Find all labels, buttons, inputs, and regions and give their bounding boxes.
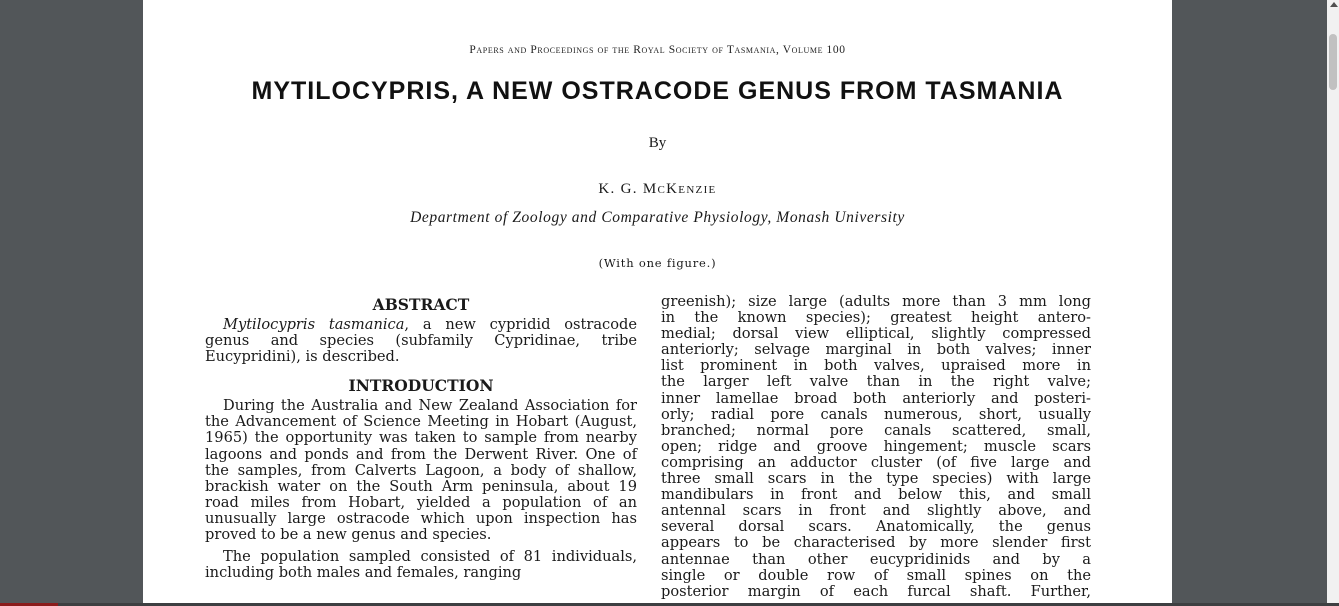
text-line: open; ridge and groove hingement; muscle scars [661, 437, 1091, 455]
intro-paragraph-1: During the Australia and New Zealand Association for the Advancement of Science Meeting in Hobart (August, 1965) the opportunity was taken to sample from nearby lagoons and ponds and from the Derwent River. One of the samples, from Calverts Lagoon, a body of shallow, brackish water on the South Arm peninsula, about 19 road miles from Hobart, yielded a population of an unusually large ostracode which upon inspection has proved to be a new genus and species. [205, 397, 637, 544]
text-line: single or double row of small spines on the [661, 566, 1091, 584]
text-line: list prominent in both valves, upraised more in [661, 357, 1091, 375]
right-column [661, 294, 1091, 600]
text-line: comprising an adductor cluster (of five large and [661, 453, 1091, 471]
vertical-scrollbar[interactable] [1327, 0, 1339, 606]
text-line: orly; radial pore canals numerous, short, usually [661, 405, 1091, 423]
text-line: antennal scars in front and slightly above, and [661, 502, 1091, 520]
journal-header: Papers and Proceedings of the Royal Society of Tasmania, Volume 100 [469, 44, 846, 56]
text-line: inner lamellae broad both anteriorly and posteri- [661, 389, 1091, 407]
figure-note: (With one figure.) [598, 256, 717, 270]
scrollbar-thumb[interactable] [1329, 34, 1337, 90]
scroll-up-arrow-icon[interactable] [1330, 2, 1338, 7]
left-column [205, 294, 637, 581]
author-name: K. G. McKenzie [598, 181, 717, 197]
text-line: anteriorly; selvage marginal in both valves; inner [661, 341, 1091, 359]
text-line: appears to be characterised by more slender first [661, 534, 1091, 552]
paper-title: MYTILOCYPRIS, A NEW OSTRACODE GENUS FROM TASMANIA [251, 77, 1064, 105]
byline-by: By [648, 135, 667, 151]
text-line: several dorsal scars. Anatomically, the genus [661, 518, 1091, 536]
text-line: branched; normal pore canals scattered, small, [661, 421, 1091, 439]
intro-paragraph-2: The population sampled consisted of 81 individuals, including both males and females, ranging [205, 548, 637, 582]
text-line: three small scars in the type species) with large [661, 470, 1091, 488]
text-line: posterior margin of each furcal shaft. Further, [661, 582, 1091, 600]
abstract-paragraph [205, 317, 637, 365]
abstract-text: , a new cypridid ostracode genus and species (subfamily Cypridinae, tribe Eucypridini), is described. [205, 316, 637, 366]
text-line: antennae than other eucypridinids and by a [661, 550, 1091, 568]
text-line: greenish); size large (adults more than 3 mm long [661, 293, 1091, 310]
text-line: mandibulars in front and below this, and small [661, 486, 1091, 504]
author-affiliation: Department of Zoology and Comparative Physiology, Monash University [410, 209, 905, 226]
text-line: in the known species); greatest height antero- [661, 309, 1091, 327]
abstract-heading: ABSTRACT [372, 295, 470, 314]
pdf-page [143, 0, 1172, 606]
text-line: medial; dorsal view elliptical, slightly compressed [661, 325, 1091, 343]
species-name: Mytilocypris tasmanica [223, 316, 405, 333]
introduction-heading: INTRODUCTION [348, 376, 494, 396]
text-line: the larger left valve than in the right valve; [661, 373, 1091, 391]
